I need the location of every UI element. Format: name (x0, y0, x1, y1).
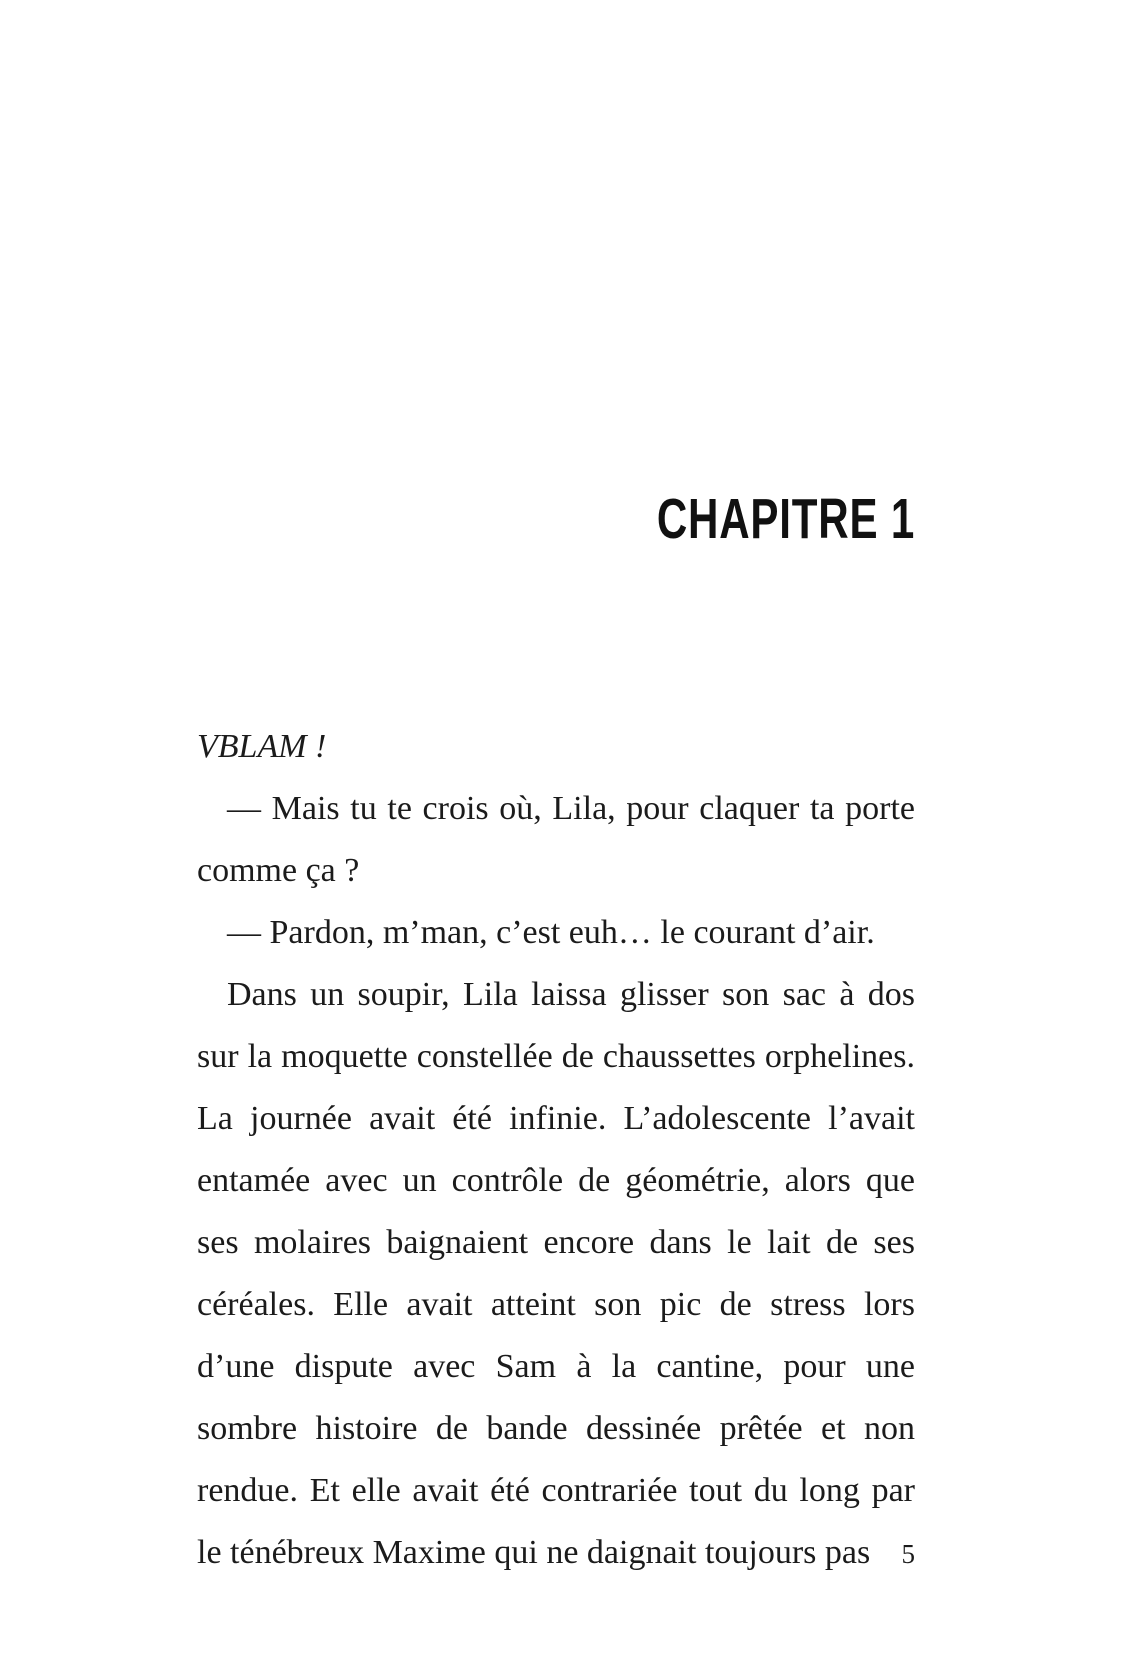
chapter-heading (197, 487, 915, 551)
body-text-block (197, 716, 915, 1584)
paragraph-onomatopoeia: VBLAM ! (197, 728, 327, 765)
paragraph-dialogue-1: — Mais tu te crois où, Lila, pour claquer ta porte comme ça ? (197, 790, 915, 889)
chapter-heading-text: CHAPITRE 1 (656, 487, 915, 551)
paragraph-dialogue-2: — Pardon, m’man, c’est euh… le courant d’air. (227, 914, 875, 951)
page-number: 5 (901, 1539, 915, 1569)
paragraph-narration: Dans un soupir, Lila laissa glisser son sac à dos sur la moquette constellée de chaussettes orphelines. La journée avait été infinie. L’adolescente l’avait entamée avec un contrôle de géométrie, alors que ses molaires baignaient encore dans le lait de ses céréales. Elle avait atteint son pic de stress lors d’une dispute avec Sam à la cantine, pour une sombre histoire de bande dessinée prêtée et non rendue. Et elle avait été contrariée tout du long par le ténébreux Maxime qui ne daignait toujours pas (197, 976, 915, 1571)
